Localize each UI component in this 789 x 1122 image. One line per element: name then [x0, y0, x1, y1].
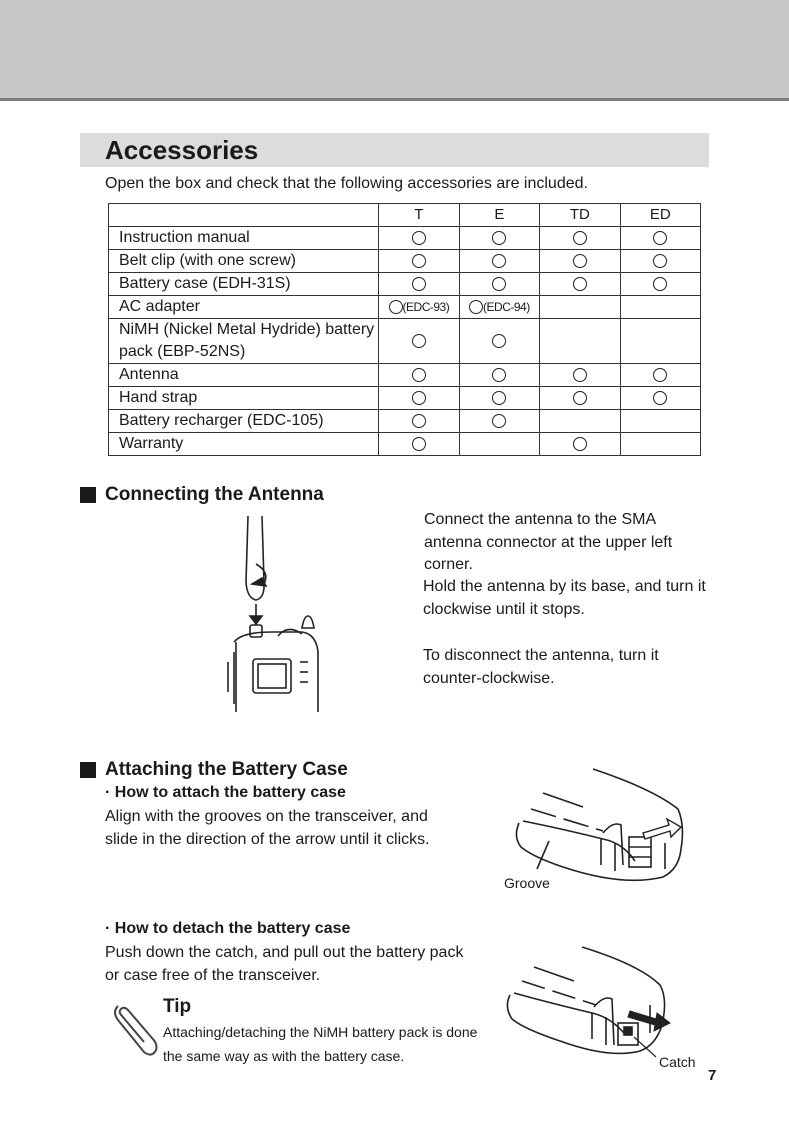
included-mark-cell	[379, 364, 460, 387]
included-circle-icon	[412, 334, 426, 348]
header-band	[0, 0, 789, 101]
included-mark-cell	[540, 364, 620, 387]
included-circle-icon	[412, 437, 426, 451]
accessory-name: Warranty	[109, 433, 379, 456]
included-circle-icon	[653, 391, 667, 405]
column-header-e: E	[459, 204, 540, 227]
accessory-name: NiMH (Nickel Metal Hydride) battery pack (EBP-52NS)	[109, 319, 379, 364]
included-circle-icon	[573, 391, 587, 405]
table-row	[109, 433, 701, 456]
included-circle-icon	[573, 231, 587, 245]
accessories-table	[108, 203, 701, 456]
page-number: 7	[708, 1067, 717, 1084]
included-mark-cell	[379, 433, 460, 456]
attach-paragraph: Align with the grooves on the transceiver, and slide in the direction of the arrow until it clicks.	[105, 808, 430, 848]
included-circle-icon	[412, 368, 426, 382]
table-row	[109, 273, 701, 296]
included-mark-cell	[540, 319, 620, 364]
included-circle-icon	[653, 277, 667, 291]
included-mark-cell	[459, 227, 540, 250]
included-circle-icon	[492, 254, 506, 268]
included-circle-icon	[412, 391, 426, 405]
accessory-name: AC adapter	[109, 296, 379, 319]
included-mark-cell	[540, 250, 620, 273]
included-mark-cell	[459, 410, 540, 433]
included-circle-icon	[573, 368, 587, 382]
paperclip-icon	[108, 998, 160, 1060]
included-mark-cell	[459, 433, 540, 456]
table-row	[109, 296, 701, 319]
included-circle-icon	[412, 277, 426, 291]
included-mark-cell	[459, 387, 540, 410]
included-mark-cell	[540, 410, 620, 433]
column-header-ed: ED	[620, 204, 700, 227]
included-circle-icon	[492, 231, 506, 245]
included-mark-cell	[620, 433, 700, 456]
included-circle-icon	[653, 231, 667, 245]
included-circle-icon	[573, 254, 587, 268]
included-mark-cell	[620, 387, 700, 410]
detach-battery-illustration	[500, 945, 680, 1067]
antenna-paragraph-1: Connect the antenna to the SMA antenna connector at the upper left corner.	[424, 511, 673, 573]
antenna-heading	[80, 484, 324, 506]
column-header-t: T	[379, 204, 460, 227]
attach-subheading	[105, 784, 346, 802]
included-circle-icon	[653, 254, 667, 268]
included-mark-cell	[379, 296, 460, 319]
included-mark-cell	[620, 227, 700, 250]
included-mark-cell	[459, 273, 540, 296]
column-header-td: TD	[540, 204, 620, 227]
included-circle-icon	[389, 300, 403, 314]
table-row	[109, 410, 701, 433]
detach-subheading-text: How to detach the battery case	[114, 920, 351, 937]
included-circle-icon	[492, 368, 506, 382]
section-square-icon	[80, 762, 96, 778]
included-mark-cell	[459, 364, 540, 387]
antenna-paragraph-2: Hold the antenna by its base, and turn it clockwise until it stops.	[423, 578, 706, 618]
battery-heading-text: Attaching the Battery Case	[105, 759, 348, 780]
included-mark-cell	[540, 273, 620, 296]
included-mark-cell	[379, 250, 460, 273]
included-circle-icon	[573, 277, 587, 291]
accessory-name: Antenna	[109, 364, 379, 387]
included-mark-cell	[620, 273, 700, 296]
attach-battery-illustration	[503, 765, 698, 890]
included-mark-cell	[540, 227, 620, 250]
included-mark-cell	[620, 296, 700, 319]
model-code-note: (EDC-93)	[402, 300, 450, 314]
included-circle-icon	[412, 231, 426, 245]
included-circle-icon	[412, 254, 426, 268]
included-mark-cell	[379, 387, 460, 410]
included-circle-icon	[492, 334, 506, 348]
detach-subheading	[105, 920, 350, 938]
included-circle-icon	[492, 391, 506, 405]
antenna-heading-text: Connecting the Antenna	[105, 484, 324, 505]
included-mark-cell	[379, 410, 460, 433]
included-mark-cell	[540, 387, 620, 410]
included-circle-icon	[492, 414, 506, 428]
model-code-note: (EDC-94)	[483, 300, 530, 314]
table-corner-cell	[109, 204, 379, 227]
table-row	[109, 319, 701, 364]
included-circle-icon	[469, 300, 483, 314]
groove-label: Groove	[504, 875, 550, 891]
tip-label: Tip	[163, 996, 192, 1017]
section-square-icon	[80, 487, 96, 503]
accessory-name: Battery recharger (EDC-105)	[109, 410, 379, 433]
detach-paragraph: Push down the catch, and pull out the battery pack or case free of the transceiver.	[105, 944, 464, 984]
included-circle-icon	[573, 437, 587, 451]
included-circle-icon	[492, 277, 506, 291]
bullet-dot: ·	[105, 784, 115, 801]
included-circle-icon	[653, 368, 667, 382]
accessories-intro: Open the box and check that the following accessories are included.	[105, 175, 588, 192]
included-mark-cell	[620, 319, 700, 364]
table-row	[109, 227, 701, 250]
accessory-name: Belt clip (with one screw)	[109, 250, 379, 273]
battery-heading	[80, 759, 348, 781]
accessory-name: Hand strap	[109, 387, 379, 410]
included-mark-cell	[459, 319, 540, 364]
catch-label: Catch	[659, 1054, 696, 1070]
table-header-row	[109, 204, 701, 227]
included-mark-cell	[540, 433, 620, 456]
included-circle-icon	[412, 414, 426, 428]
bullet-dot: ·	[105, 920, 115, 937]
included-mark-cell	[540, 296, 620, 319]
included-mark-cell	[379, 227, 460, 250]
included-mark-cell	[459, 296, 540, 319]
included-mark-cell	[459, 250, 540, 273]
antenna-illustration	[222, 512, 332, 718]
accessory-name: Battery case (EDH-31S)	[109, 273, 379, 296]
table-row	[109, 387, 701, 410]
accessory-name: Instruction manual	[109, 227, 379, 250]
included-mark-cell	[620, 250, 700, 273]
accessories-title: Accessories	[105, 135, 259, 165]
tip-text: Attaching/detaching the NiMH battery pack is done the same way as with the battery case.	[163, 1024, 478, 1064]
included-mark-cell	[379, 319, 460, 364]
antenna-paragraph-3: To disconnect the antenna, turn it counter-clockwise.	[423, 647, 659, 687]
included-mark-cell	[379, 273, 460, 296]
table-row	[109, 250, 701, 273]
table-row	[109, 364, 701, 387]
attach-subheading-text: How to attach the battery case	[114, 784, 346, 801]
included-mark-cell	[620, 364, 700, 387]
included-mark-cell	[620, 410, 700, 433]
